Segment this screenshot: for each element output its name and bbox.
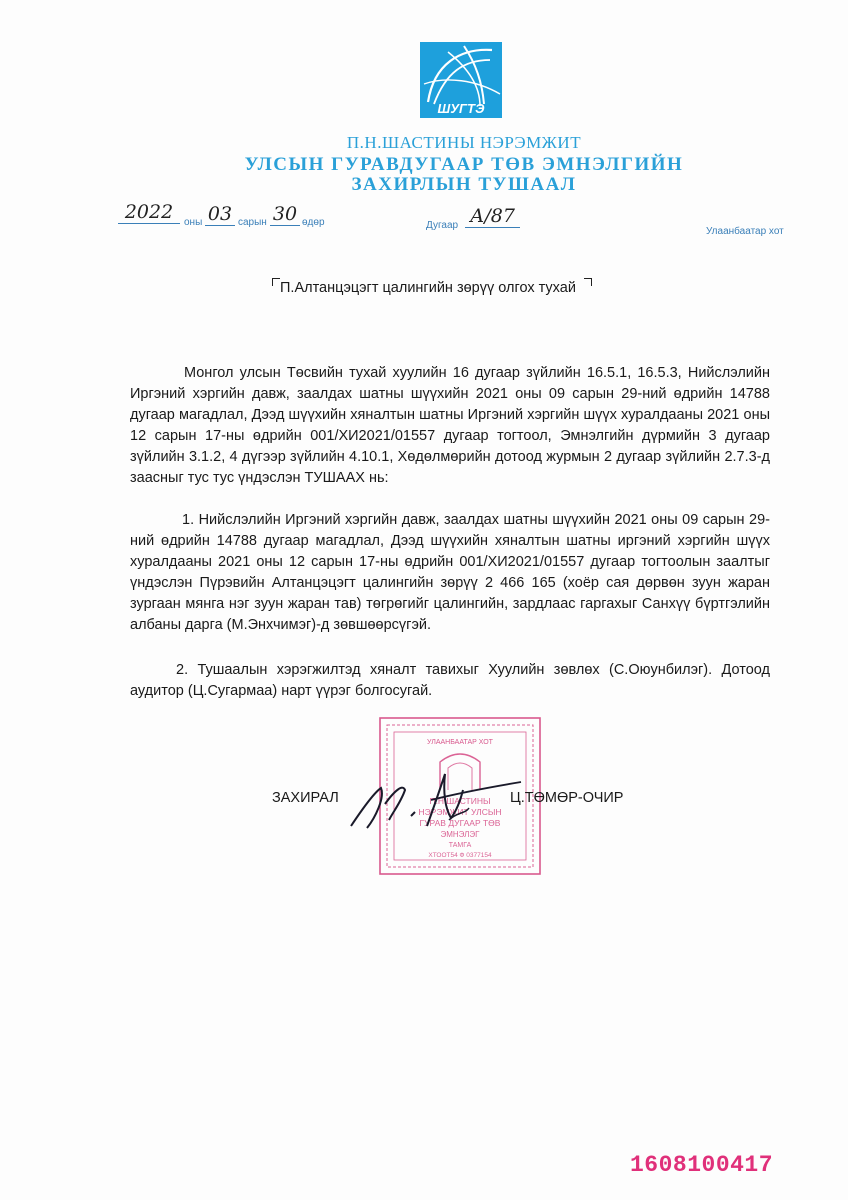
stamp-top-text: УЛААНБААТАР ХОТ <box>427 739 493 746</box>
order-number-label: Дугаар <box>426 220 459 231</box>
stamp-line-5: ТАМГА <box>448 842 472 849</box>
subject-text: П.Алтанцэцэгт цалингийн зөрүү олгох тухай <box>280 280 576 296</box>
date-month: 03 <box>205 203 235 226</box>
signatory-name: Ц.ТӨМӨР-ОЧИР <box>510 790 624 806</box>
item-1-text: 1. Нийслэлийн Иргэний хэргийн давж, заалдах шатны шүүхийн 2021 оны 09 сарын 29-ний өдрийн 14788 дугаар магадлал, Дээд шүүхийн хяналтын шатны иргэний хэргийн шүүх хуралдааны 2021 оны 12 сарын 17-ны өдрийн 001/ХИ2021/01557 дугаар тогтоолын заалтыг үндэслэн Пүрэвийн Алтанцэцэгт цалингийн зөрүү 2 466 165 (хоёр сая дөрвөн зуун жаран зургаан мянга нэг зуун жаран тав) төгрөгийг цалингийн, зардлаас гаргахыг Санхүү бүртгэлийн албаны дарга (М.Энхчимэг)-д зөвшөөрсүгэй. <box>130 512 770 633</box>
stamp-line-2: НЭРЭМЖИТ УЛСЫН <box>418 807 502 817</box>
preamble-text: Монгол улсын Төсвийн тухай хуулийн 16 дугаар зүйлийн 16.5.1, 16.5.3, Нийслэлийн Иргэний хэргийн давж, заалдах шатны шүүхийн 2021 оны 09 сарын 29-ний өдрийн 14788 дугаар магадлал, Дээд шүүхийн хяналтын шатны Иргэний хэргийн шүүх хуралдааны 2021 оны 12 сарын 17-ны өдрийн 001/ХИ2021/01557 дугаар тогтоол, Эмнэлгийн дүрмийн 3 дугаар зүйлийн 3.1.2, 4 дүгээр зүйлийн 4.10.1, Хөдөлмөрийн дотоод журмын 2 дугаар зүйлийн 2.7.3-д заасныг тус тус үндэслэн ТУШААХ нь: <box>130 365 770 486</box>
date-year-label: оны <box>184 217 203 228</box>
order-number: А/87 <box>465 205 520 228</box>
header-line-1: П.Н.ШАСТИНЫ НЭРЭМЖИТ <box>346 133 582 152</box>
signature-title: ЗАХИРАЛ <box>272 790 339 806</box>
date-month-label: сарын <box>238 217 267 228</box>
order-subject <box>280 280 576 296</box>
item-2-text: 2. Тушаалын хэрэгжилтэд хяналт тавихыг Хуулийн зөвлөх (С.Оюунбилэг). Дотоод аудитор (Ц.Сугармаа) нарт үүрэг болгосугай. <box>130 662 770 699</box>
item-1-paragraph <box>130 510 770 636</box>
date-year: 2022 <box>118 201 180 224</box>
subject-corner-left <box>272 278 280 286</box>
stamp-line-4: ЭМНЭЛЭГ <box>440 830 480 839</box>
hospital-logo-icon <box>420 42 502 118</box>
handwritten-signature <box>345 768 525 838</box>
serial-number: 1608100417 <box>630 1152 774 1178</box>
date-day-label: өдөр <box>302 217 325 228</box>
date-day: 30 <box>270 203 300 226</box>
stamp-line-1: П.Н.ШАСТИНЫ <box>429 796 491 806</box>
item-2-paragraph <box>130 660 770 702</box>
subject-corner-right <box>584 278 592 286</box>
stamp-code: ХТООТ54 Ф 0377154 <box>428 852 492 859</box>
preamble-paragraph <box>130 363 770 489</box>
header-line-3: ЗАХИРЛЫН ТУШААЛ <box>351 174 577 195</box>
header-line-2: УЛСЫН ГУРАВДУГААР ТӨВ ЭМНЭЛГИЙН <box>244 154 684 175</box>
city-label: Улаанбаатар хот <box>706 226 784 237</box>
stamp-line-3: ГУРАВ ДУГААР ТӨВ <box>419 818 501 828</box>
logo-text: ШУГТЭ <box>437 101 485 116</box>
